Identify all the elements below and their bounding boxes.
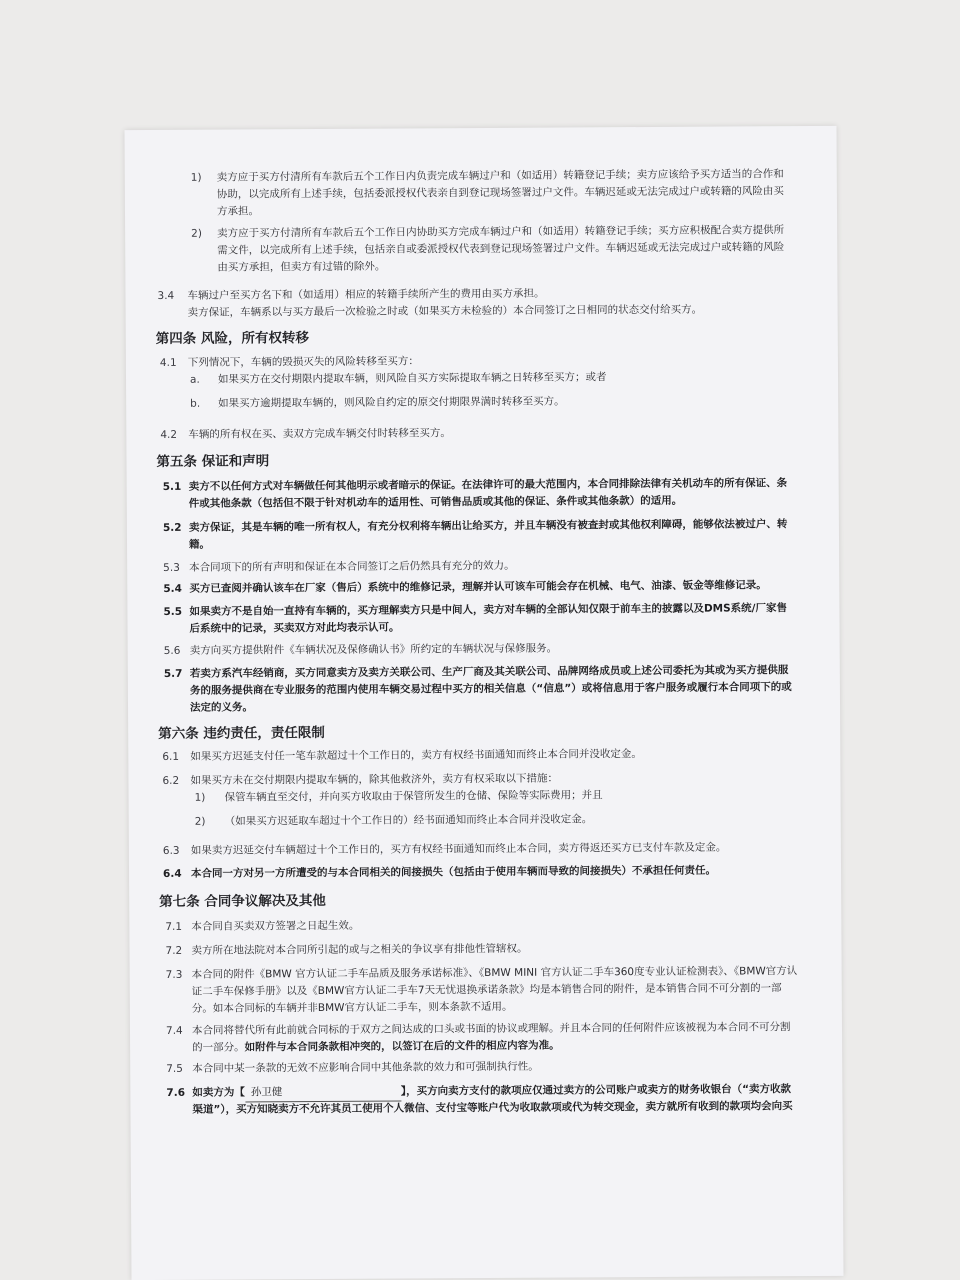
clause-number: 7.5 (166, 1062, 183, 1075)
paragraph-line: 后系统中的记录，买卖双方对此均表示认可。 (189, 621, 400, 635)
paragraph-line: 如果买方在交付期限内提取车辆，则风险自买方实际提取车辆之日转移至买方；或者 (217, 371, 607, 386)
paragraph-line: 若卖方系汽车经销商，买方同意卖方及卖方关联公司、生产厂商及其关联公司、品牌网络成员或上述公司委托为其或为买方提供服 (189, 664, 789, 680)
paragraph-line: 如果买方逾期提取车辆的，则风险自约定的原交付期限界满时转移至买方。 (218, 395, 565, 410)
clause-number: 7.2 (165, 944, 183, 957)
clause-number: 4.1 (159, 356, 177, 369)
paragraph-line: 如果卖方迟延交付车辆超过十个工作日的，买方有权经书面通知而终止本合同，卖方得返还买方已支付车款及定金。 (190, 841, 727, 857)
paragraph-line: 卖方保证，其是车辆的唯一所有权人，有充分权利将车辆出让给买方，并且车辆没有被查封或其他权利障碍，能够依法被过户、转 (188, 518, 788, 534)
paragraph-line: 由买方承担，但卖方有过错的除外。 (217, 260, 386, 274)
section-heading: 第四条 风险，所有权转移 (155, 330, 310, 347)
paragraph-line: 车辆过户至买方名下和（如适用）相应的转籍手续所产生的费用由买方承担。 (187, 287, 545, 302)
paragraph-line: 本合同中某一条款的无效不应影响合同中其他条款的效力和可强制执行性。 (192, 1060, 539, 1075)
paragraph-line: 本合同自买卖双方签署之日起生效。 (191, 919, 360, 933)
section-heading: 第六条 违约责任，责任限制 (158, 724, 325, 742)
clause-number: 5.2 (162, 521, 182, 534)
section-heading: 第五条 保证和声明 (156, 453, 270, 470)
clause-number: 3.4 (157, 289, 175, 302)
paragraph-fragment: 如卖方为【 (192, 1086, 245, 1099)
paragraph-line: 如果买方未在交付期限内提取车辆的，除其他救济外，卖方有权采取以下措施： (190, 772, 558, 787)
paragraph-line: 需文件，以完成所有上述手续，包括亲自或委派授权代表到登记现场签署过户文件。车辆迟延或无法完成过户或转籍的风险 (217, 241, 785, 257)
paragraph-line: 车辆的所有权在买、卖双方完成车辆交付时转移至买方。 (188, 427, 451, 441)
clause-number: 6.4 (163, 867, 182, 880)
paragraph-line: 证二手车保修手册》以及《BMW官方认证二手车7天无忧退换承诺条款》均是本销售合同的附件，是本销售合同不可分割的一部 (191, 982, 782, 998)
paragraph-line: 卖方所在地法院对本合同所引起的或与之相关的争议享有排他性管辖权。 (191, 942, 528, 957)
paragraph-line: 卖方应于买方付清所有车款后五个工作日内协助买方完成车辆过户和（如适用）转籍登记手续；买方应积极配合卖方提供所 (217, 224, 785, 240)
seller-name-field: 孙卫健 (245, 1084, 401, 1103)
paragraph-line: 本合同项下的所有声明和保证在本合同签订之后仍然具有充分的效力。 (189, 559, 515, 574)
paragraph-line: 务的服务提供商在专业服务的范围内使用车辆交易过程中买方的相关信息（“信息”）或将信息用于客户服务或履行本合同项下的或 (189, 681, 792, 697)
item-number: 1) (190, 171, 202, 184)
clause-number: 7.1 (165, 920, 183, 933)
clause-number: 5.3 (163, 561, 180, 574)
paragraph-line: 卖方应于买方付清所有车款后五个工作日内负责完成车辆过户和（如适用）转籍登记手续；卖方应该给予买方适当的合作和 (216, 168, 784, 184)
clause-number: 7.6 (166, 1086, 186, 1099)
paragraph-line (192, 1038, 560, 1057)
paragraph-line: 下列情况下，车辆的毁损灭失的风险转移至买方： (187, 355, 419, 369)
clause-number: 7.3 (165, 968, 183, 981)
clause-number: 5.1 (162, 480, 182, 493)
paragraph-line: 本合同一方对另一方所遭受的与本合同相关的间接损失（包括由于使用车辆而导致的间接损失）不承担任何责任。 (191, 864, 717, 880)
item-number: 2) (194, 815, 206, 828)
clause-number: 5.7 (163, 667, 183, 680)
clause-number: 7.4 (165, 1024, 183, 1037)
paragraph-line: 协助，以完成所有上述手续，包括委派授权代表亲自到登记现场签署过户文件。车辆迟延或无法完成过户或转籍的风险由买 (216, 185, 784, 201)
section-heading: 第七条 合同争议解决及其他 (159, 892, 326, 910)
clause-number: 5.6 (163, 644, 181, 657)
paragraph-line: 分。如本合同标的车辆并非BMW官方认证二手车，则本条款不适用。 (191, 1000, 513, 1015)
paragraph-line: 渠道”），买方知晓卖方不允许其员工使用个人微信、支付宝等账户代为收取款项或代为转交现金，卖方就所有收到的款项均会向买 (192, 1100, 793, 1116)
clause-number: 5.5 (163, 605, 183, 618)
clause-number: 5.4 (163, 582, 182, 595)
paragraph-line: 本合同的附件《BMW 官方认证二手车品质及服务承诺标准》、《BMW MINI 官方认证二手车360度专业认证检测表》、《BMW官方认 (191, 965, 798, 981)
paragraph-fragment: 如附件与本合同条款相冲突的，以签订在后的文件的相应内容为准。 (244, 1039, 560, 1054)
paragraph-line: 法定的义务。 (189, 701, 254, 714)
paragraph-line: 籍。 (188, 538, 211, 551)
paragraph-line: 买方已查阅并确认该车在厂家（售后）系统中的维修记录，理解并认可该车可能会存在机械、电气、油漆、钣金等维修记录。 (189, 579, 767, 595)
item-number: a. (189, 373, 200, 386)
paragraph-line: （如果买方迟延取车超过十个工作日的）经书面通知而终止本合同并没收定金。 (224, 813, 593, 828)
paragraph-line: 方承担。 (216, 205, 260, 218)
paragraph-line: 如果卖方不是自始一直持有车辆的，买方理解卖方只是中间人，卖方对车辆的全部认知仅限于前车主的披露以及DMS系统/厂家售 (189, 602, 788, 618)
item-number: b. (190, 397, 201, 410)
paragraph-fragment: 的一部分。 (192, 1041, 245, 1054)
item-number: 2) (191, 227, 202, 240)
paragraph-line: 保管车辆直至交付，并向买方收取由于保管所发生的仓储、保险等实际费用；并且 (224, 789, 603, 804)
paragraph-line: 如果买方迟延支付任一笔车款超过十个工作日的，卖方有权经书面通知而终止本合同并没收定金。 (190, 748, 642, 763)
paragraph-line: 件或其他条款（包括但不限于针对机动车的适用性、可销售品质或其他的保证、条件或其他条款）的适用。 (188, 494, 683, 510)
clause-number: 6.2 (162, 774, 180, 787)
paragraph-line: 卖方向买方提供附件《车辆状况及保修确认书》所约定的车辆状况与保修服务。 (189, 642, 558, 657)
paragraph-line: 本合同将替代所有此前就合同标的于双方之间达成的口头或书面的协议或理解。并且本合同的任何附件应该被视为本合同不可分割 (191, 1021, 791, 1037)
contract-page (124, 126, 843, 1280)
clause-number: 6.3 (162, 844, 180, 857)
paragraph-line: 卖方不以任何方式对车辆做任何其他明示或者暗示的保证。在法律许可的最大范围内，本合同排除法律有关机动车的所有保证、条 (188, 477, 788, 493)
clause-number: 6.1 (162, 750, 180, 763)
item-number: 1) (194, 791, 206, 804)
paragraph-fragment: 】，买方向卖方支付的款项应仅通过卖方的公司账户或卖方的财务收银台（“卖方收款 (400, 1083, 792, 1098)
paragraph-line: 卖方保证，车辆系以与买方最后一次检验之时或（如果买方未检验的）本合同签订之日相同的状态交付给买方。 (187, 303, 703, 319)
clause-number: 4.2 (160, 428, 178, 441)
